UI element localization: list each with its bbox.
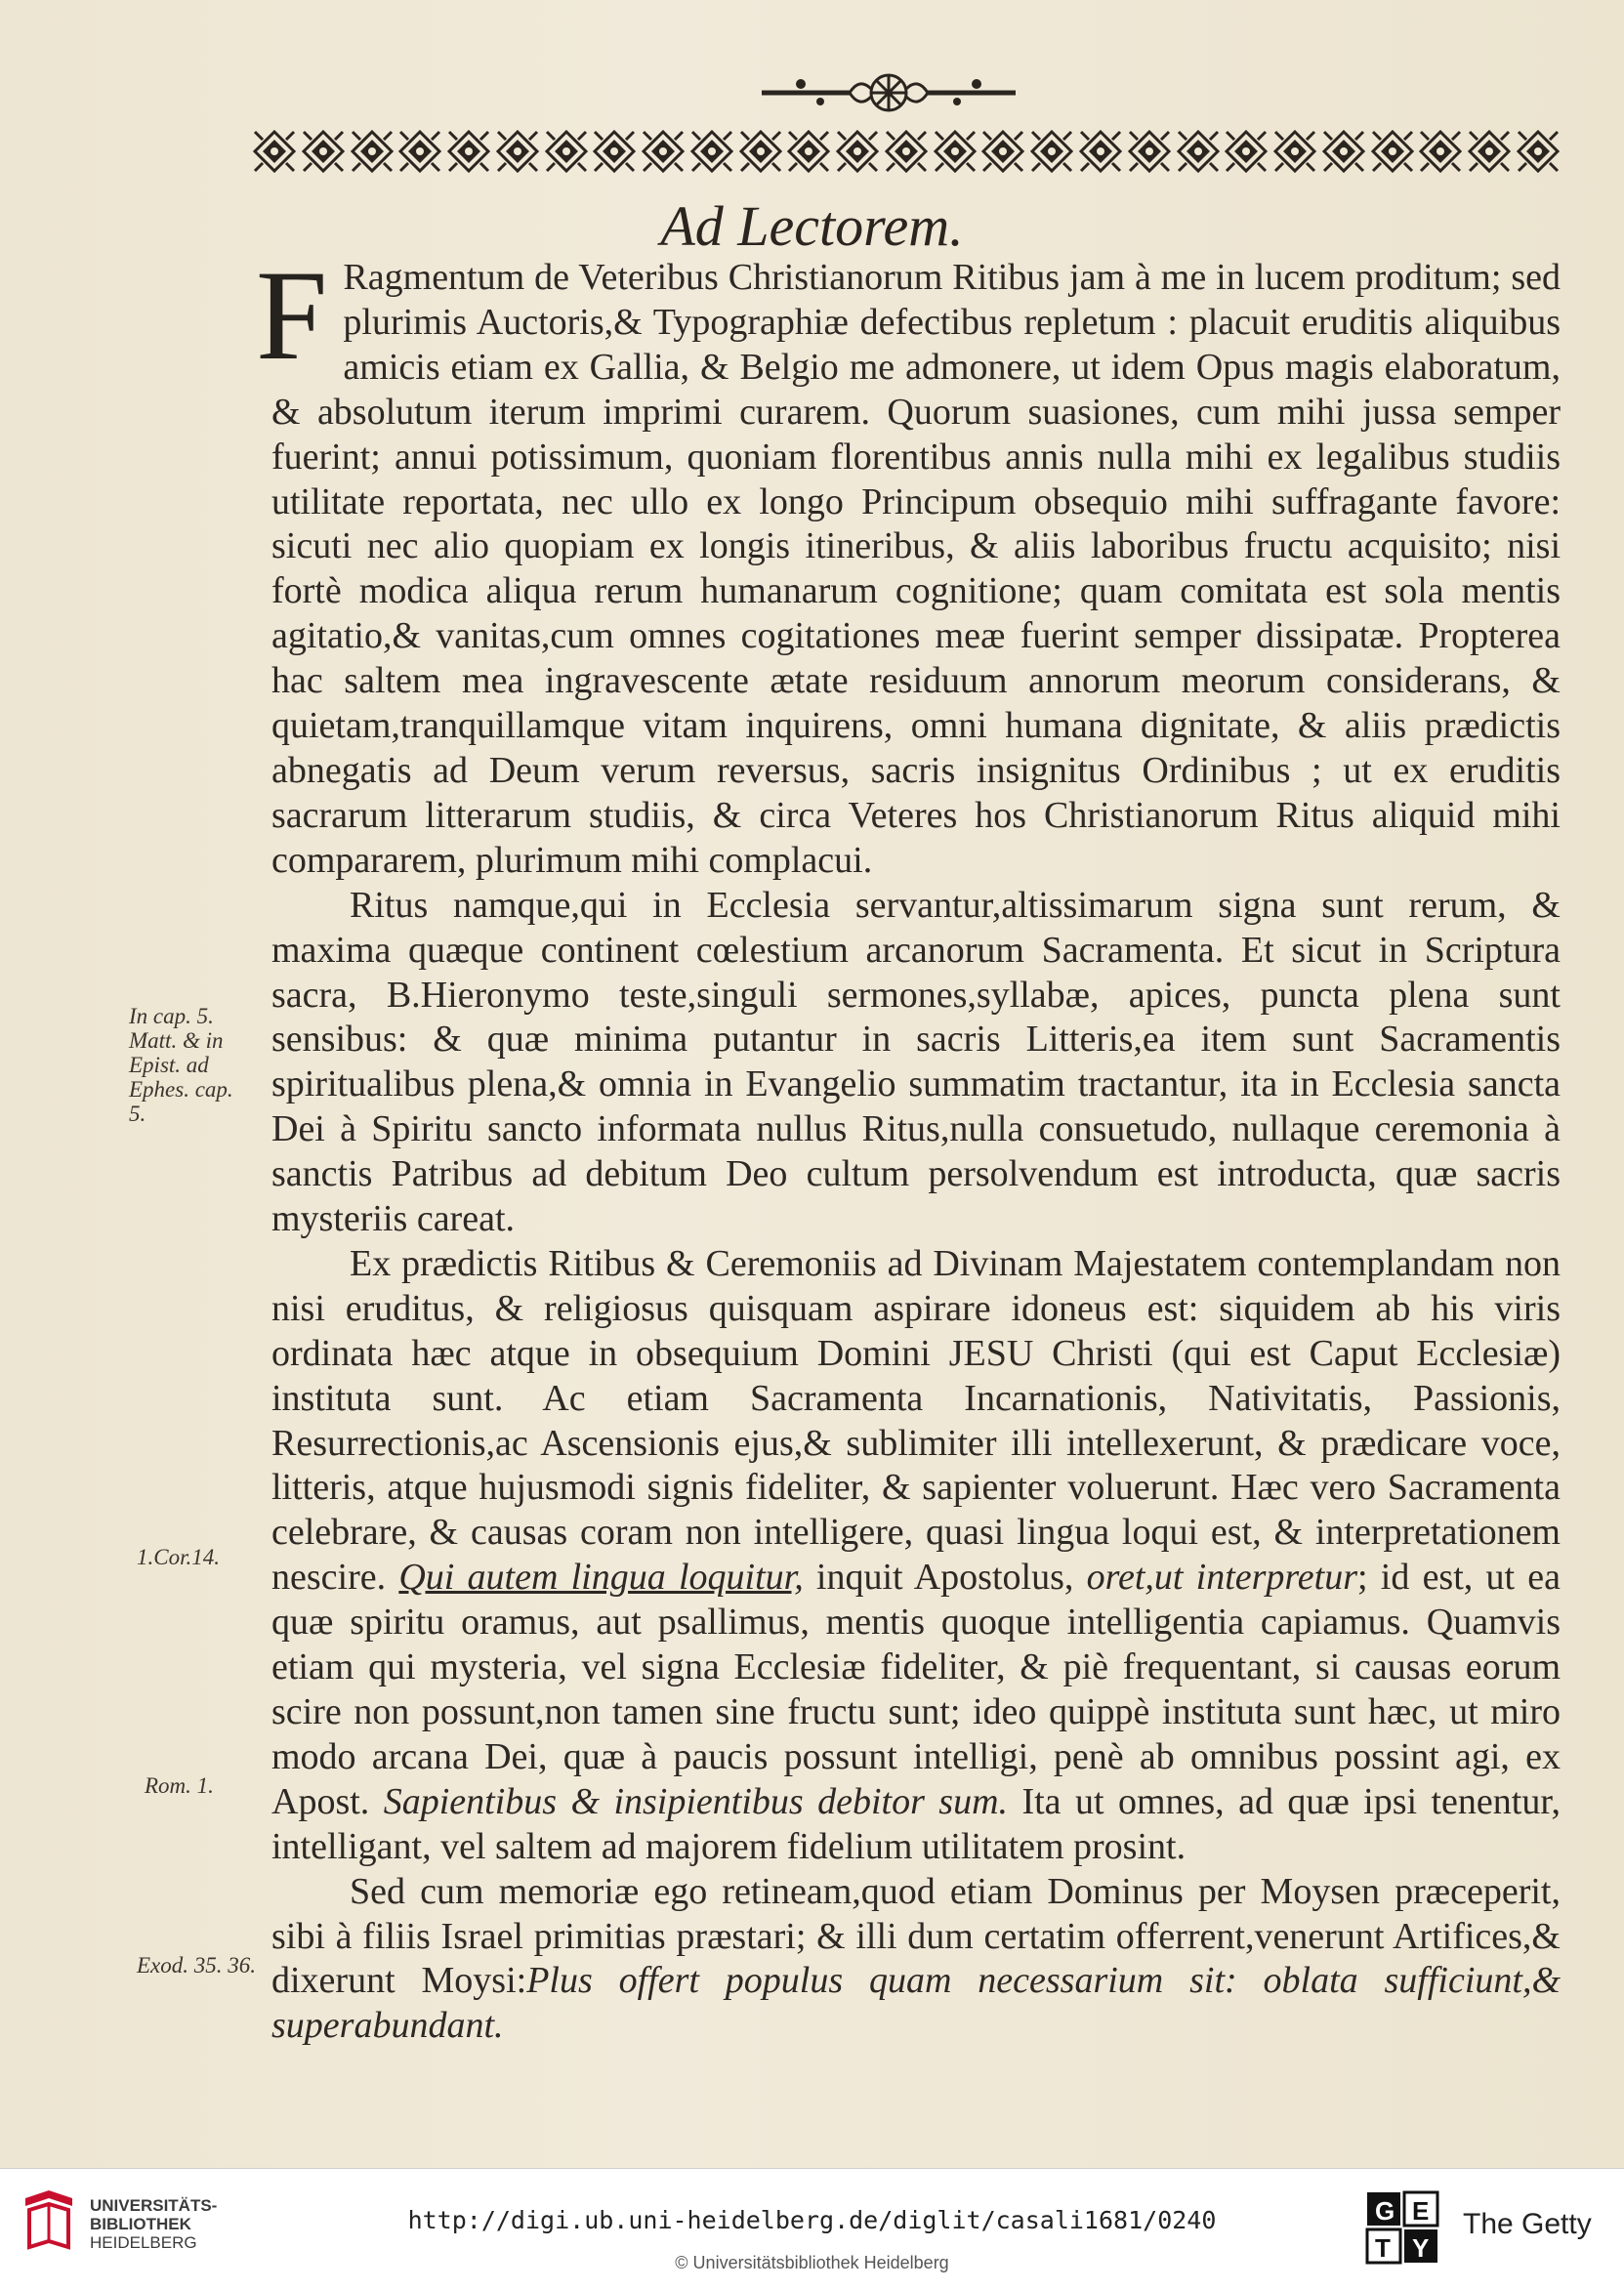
paragraph-3-text-d: Ita ut omnes, ad quæ ipsi tenentur, intelligant, vel saltem ad majorem fidelium utilitatem prosint. [271, 1780, 1561, 1867]
paragraph-1-text: Ragmentum de Veteribus Christianorum Ritibus jam à me in lucem proditum; sed plurimis Auctoris,& Typographiæ defectibus repletum : placuit eruditis aliquibus amicis etiam ex Gallia, & Belgio me admonere, ut idem Opus magis elaboratum, & absolutum iterum imprimi curarem. Quorum suasiones, cum mihi jussa semper fuerint; annui potissimum, quoniam florentibus annis nulla mihi ex legalibus studiis utilitate reportata, nec ullo ex longo Principum obsequio mihi suffragante favore: sicuti nec alio quopiam ex longis itineribus, & aliis laboribus fructu acquisito; nisi fortè modica aliqua rerum humanarum cognitione; quam comitata est sola mentis agitatio,& vanitas,cum omnes cogitationes meæ fuerint semper dissipatæ. Propterea hac saltem mea ingravescente ætate residuum annorum meorum considerans, & quietam,tranquillamque vitam inquirens, omni humana dignitate, & aliis prædictis abnegatis ad Deum verum reversus, sacris insignitus Ordinibus ; ut ex eruditis sacrarum litterarum studiis, & circa Veteres hos Christianorum Ritus aliquid mihi compararem, plurimum mihi complacui. [271, 257, 1561, 881]
border-ornament-icon [1418, 129, 1463, 174]
paragraph-3-text-c: ; id est, ut ea quæ spiritu oramus, aut psallimus, mentis quoque intelligentia capiamus. Quamvis etiam qui mysteria, vel signa Ecclesiæ fideliter, & piè frequentant, si causas eorum scire non possunt,non tamen sine fructu sunt; ideo quippè instituta sunt hæc, ut miro modo arcana Dei, quæ à paucis possunt intelligi, penè ab omnibus possint agi, ex Apost. [271, 1557, 1561, 1822]
quotation-2: oret,ut interpretur [1086, 1557, 1358, 1599]
fleuron-icon [742, 70, 1035, 115]
svg-text:E: E [1412, 2196, 1430, 2226]
ornamental-border [252, 125, 1561, 178]
border-ornament-icon [301, 129, 346, 174]
border-ornament-icon [641, 129, 686, 174]
margin-note-exod: Exod. 35. 36. [137, 1953, 257, 1978]
quotation-3: Sapientibus & insipientibus debitor sum. [383, 1780, 1009, 1822]
paragraph-3-text-b: inquit Apostolus, [803, 1557, 1087, 1599]
border-ornament-icon [1029, 129, 1074, 174]
border-ornament-icon [1321, 129, 1366, 174]
library-name-line-3: HEIDELBERG [90, 2233, 197, 2252]
drop-capital: F [256, 243, 328, 387]
border-ornament-icon [495, 129, 540, 174]
border-ornament-icon [544, 129, 589, 174]
border-ornament-icon [592, 129, 637, 174]
viewer-footer [0, 2168, 1624, 2290]
paragraph-3-text-a: Ex prædictis Ritibus & Ceremoniis ad Divinam Majestatem contemplandam non nisi eruditus, & religiosus quisquam aspirare idoneus est: siquidem ab his viris ordinata hæc atque in obsequium Domini JESU Christi (qui est Caput Ecclesiæ) instituta sunt. Ac etiam Sacramenta Incarnationis, Nativitatis, Passionis, Resurrectionis,ac Ascensionis ejus,& sublimiter illi intellexerunt, & prædicare voce, litteris, atque hujusmodi signis fideliter, & sapienter voluerunt. Hæc vero Sacramenta celebrare, & causas coram non intelligere, quasi lingua loqui est, & interpretationem nescire. [271, 1242, 1561, 1599]
border-ornament-icon [980, 129, 1025, 174]
border-ornament-icon [786, 129, 831, 174]
border-ornament-icon [1370, 129, 1415, 174]
paragraph-3 [271, 1242, 1561, 1870]
border-ornament-icon [738, 129, 783, 174]
permalink-url[interactable]: http://digi.ub.uni-heidelberg.de/diglit/casali1681/0240 [407, 2206, 1217, 2234]
page-heading: Ad Lectorem. [660, 194, 964, 258]
library-name-line-2: BIBLIOTHEK [90, 2215, 191, 2233]
border-ornament-icon [397, 129, 442, 174]
border-ornament-icon [1467, 129, 1512, 174]
border-ornament-icon [1516, 129, 1561, 174]
svg-text:G: G [1375, 2196, 1395, 2226]
svg-text:Y: Y [1412, 2233, 1430, 2263]
border-ornament-icon [252, 129, 297, 174]
paragraph-2: Ritus namque,qui in Ecclesia servantur,altissimarum signa sunt rerum, & maxima quæque continent cœlestium arcanorum Sacramenta. Et sicut in Scriptura sacra, B.Hieronymo teste,singuli sermones,syllabæ, apices, puncta plena sunt sensibus: & quæ minima putantur in sacris Litteris,ea item sunt Sacramentis spiritualibus plena,& omnia in Evangelio summatim tractantur, ita in Ecclesia sancta Dei à Spiritu sancto informata nullus Ritus,nulla consuetudo, nullaque ceremonia à sanctis Patribus ad debitum Deo cultum persolvendum est introducta, quæ sacris mysteriis careat. [271, 884, 1561, 1240]
border-ornament-icon [884, 129, 929, 174]
border-ornament-icon [1272, 129, 1317, 174]
partner-name: The Getty [1463, 2208, 1592, 2240]
border-ornament-icon [1127, 129, 1172, 174]
margin-note-1cor: 1.Cor.14. [137, 1545, 220, 1569]
border-ornament-icon [1078, 129, 1123, 174]
margin-note-rom: Rom. 1. [145, 1773, 214, 1798]
border-ornament-icon [835, 129, 880, 174]
copyright-notice: © Universitätsbibliothek Heidelberg [675, 2253, 949, 2272]
border-ornament-icon [350, 129, 395, 174]
border-ornament-icon [1224, 129, 1269, 174]
border-ornament-icon [446, 129, 491, 174]
paragraph-4 [271, 1870, 1561, 2050]
border-ornament-icon [1176, 129, 1221, 174]
quotation-4: Plus offert populus quam necessarium sit: oblata sufficiunt,& superabundant. [271, 1960, 1561, 2047]
body-text [256, 243, 1561, 2049]
getty-logo-icon[interactable] [1365, 2190, 1439, 2265]
margin-note-matt-ephes: In cap. 5. Matt. & in Epist. ad Ephes. cap. 5. [129, 1004, 233, 1126]
library-name-line-1: UNIVERSITÄTS- [90, 2196, 218, 2215]
svg-text:T: T [1375, 2233, 1391, 2263]
headpiece-ornament [742, 70, 1035, 115]
paragraph-1 [256, 243, 1561, 884]
paragraph-4-text: Sed cum memoriæ ego retineam,quod etiam Dominus per Moysen præceperit, sibi à filiis Israel primitias præstari; & illi dum certatim offerrent,venerunt Artifices,& dixerunt Moysi: [271, 1870, 1561, 2002]
border-ornament-icon [689, 129, 734, 174]
quotation-1: Qui autem lingua loquitur, [398, 1557, 804, 1599]
border-ornament-icon [933, 129, 978, 174]
